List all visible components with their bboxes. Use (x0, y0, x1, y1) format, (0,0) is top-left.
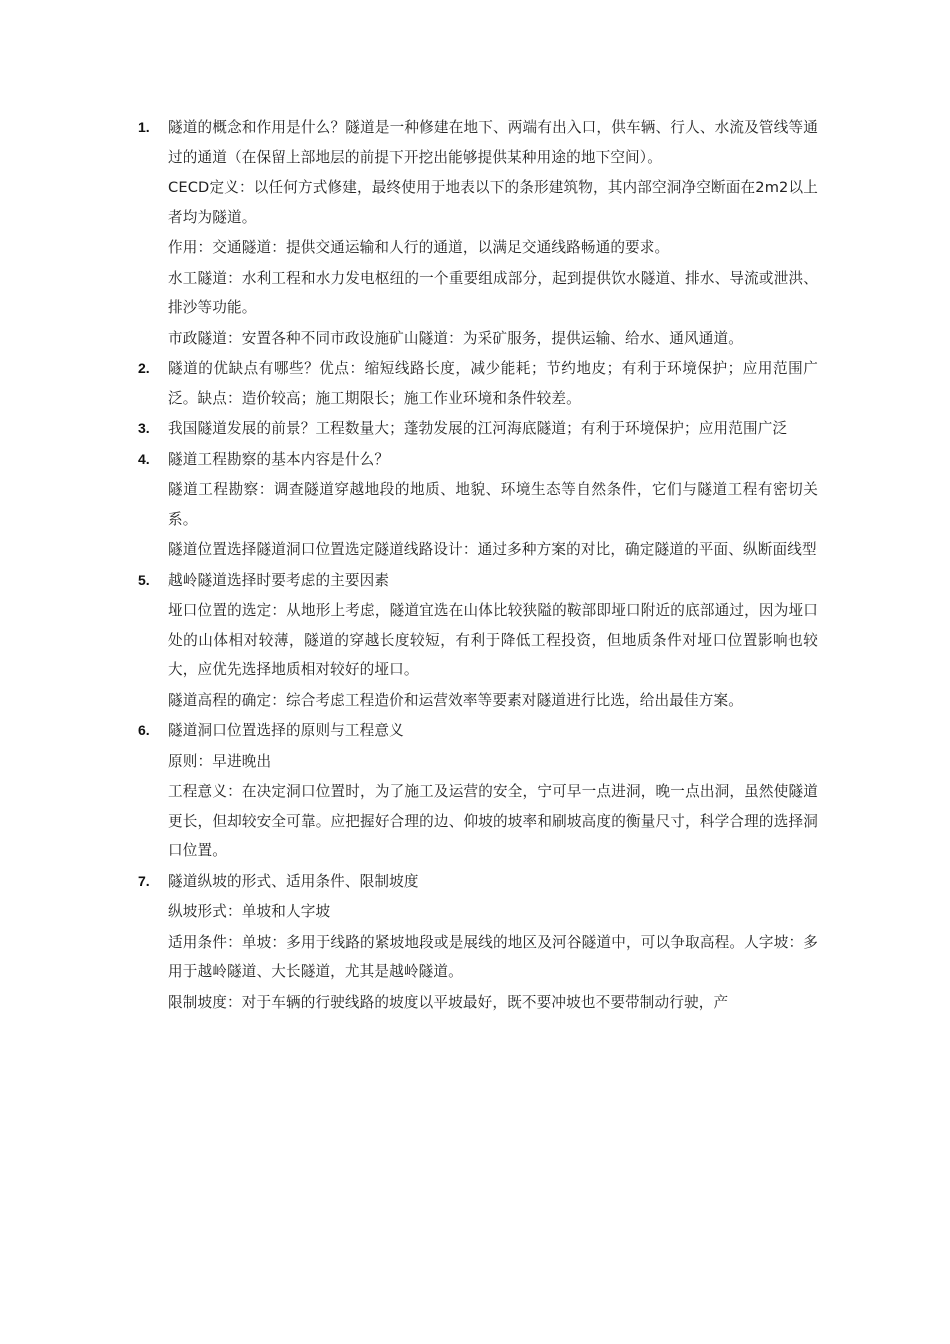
list-item-paragraph: 隧道位置选择隧道洞口位置选定隧道线路设计：通过多种方案的对比，确定隧道的平面、纵断面线型 (168, 541, 817, 558)
list-item-heading: 隧道洞口位置选择的原则与工程意义 (168, 722, 404, 739)
list-item-paragraph: 限制坡度：对于车辆的行驶线路的坡度以平坡最好，既不要冲坡也不要带制动行驶，产 (168, 993, 729, 1011)
list-item-number: 6. (138, 722, 150, 738)
list-item-heading: 隧道的优缺点有哪些？优点：缩短线路长度，减少能耗；节约地皮；有利于环境保护；应用范围广泛。缺点：造价较高；施工期限长；施工作业环境和条件较差。 (168, 360, 818, 407)
list-item (138, 716, 818, 866)
list-item-heading: 隧道的概念和作用是什么？隧道是一种修建在地下、两端有出入口，供车辆、行人、水流及管线等通过的通道（在保留上部地层的前提下开挖出能够提供某种用途的地下空间）。 (168, 119, 818, 166)
list-item-paragraph: 作用：交通隧道：提供交通运输和人行的通道，以满足交通线路畅通的要求。 (168, 239, 670, 256)
list-item-paragraph: 市政隧道：安置各种不同市政设施矿山隧道：为采矿服务，提供运输、给水、通风通道。 (168, 329, 744, 347)
list-item-paragraph: 垭口位置的选定：从地形上考虑，隧道宜选在山体比较狭隘的鞍部即垭口附近的底部通过，因为垭口处的山体相对较薄，隧道的穿越长度较短，有利于降低工程投资，但地质条件对垭口位置影响也较大，应优先选择地质相对较好的垭口。 (168, 602, 818, 678)
list-item (138, 113, 818, 353)
list-item-paragraph: 适用条件：单坡：多用于线路的紧坡地段或是展线的地区及河谷隧道中，可以争取高程。人字坡：多用于越岭隧道、大长隧道，尤其是越岭隧道。 (168, 933, 818, 980)
list-item-heading: 隧道纵坡的形式、适用条件、限制坡度 (168, 872, 419, 890)
list-item-heading: 隧道工程勘察的基本内容是什么？ (168, 450, 390, 468)
list-item-number: 1. (138, 119, 150, 135)
list-item-paragraph: 隧道高程的确定：综合考虑工程造价和运营效率等要素对隧道进行比选，给出最佳方案。 (168, 691, 744, 709)
list-item-number: 4. (138, 450, 150, 467)
list-item-paragraph: CECD定义：以任何方式修建，最终使用于地表以下的条形建筑物，其内部空洞净空断面在2m2以上者均为隧道。 (168, 179, 818, 226)
list-item-paragraph: 纵坡形式：单坡和人字坡 (168, 903, 331, 920)
list-item (138, 414, 818, 444)
list-item (138, 445, 818, 565)
list-item-number: 2. (138, 360, 150, 376)
list-item (138, 566, 818, 716)
list-item-paragraph: 隧道工程勘察：调查隧道穿越地段的地质、地貌、环境生态等自然条件，它们与隧道工程有密切关系。 (168, 481, 818, 528)
list-item-number: 5. (138, 571, 150, 588)
list-item (138, 867, 818, 1018)
list-item-number: 3. (138, 420, 150, 436)
list-item-paragraph: 原则：早进晚出 (168, 752, 272, 770)
list-item (138, 354, 818, 413)
list-item-number: 7. (138, 872, 150, 889)
list-item-paragraph: 水工隧道：水利工程和水力发电枢纽的一个重要组成部分，起到提供饮水隧道、排水、导流或泄洪、排沙等功能。 (168, 269, 818, 316)
list-item-heading: 我国隧道发展的前景？工程数量大；蓬勃发展的江河海底隧道；有利于环境保护；应用范围广泛 (168, 420, 788, 437)
list-item-paragraph: 工程意义：在决定洞口位置时，为了施工及运营的安全，宁可早一点进洞，晚一点出洞，虽然使隧道更长，但却较安全可靠。应把握好合理的边、仰坡的坡率和刷坡高度的衡量尺寸，科学合理的选择洞口位置。 (168, 783, 818, 859)
list-item-heading: 越岭隧道选择时要考虑的主要因素 (168, 571, 390, 589)
document-body (138, 113, 818, 1018)
